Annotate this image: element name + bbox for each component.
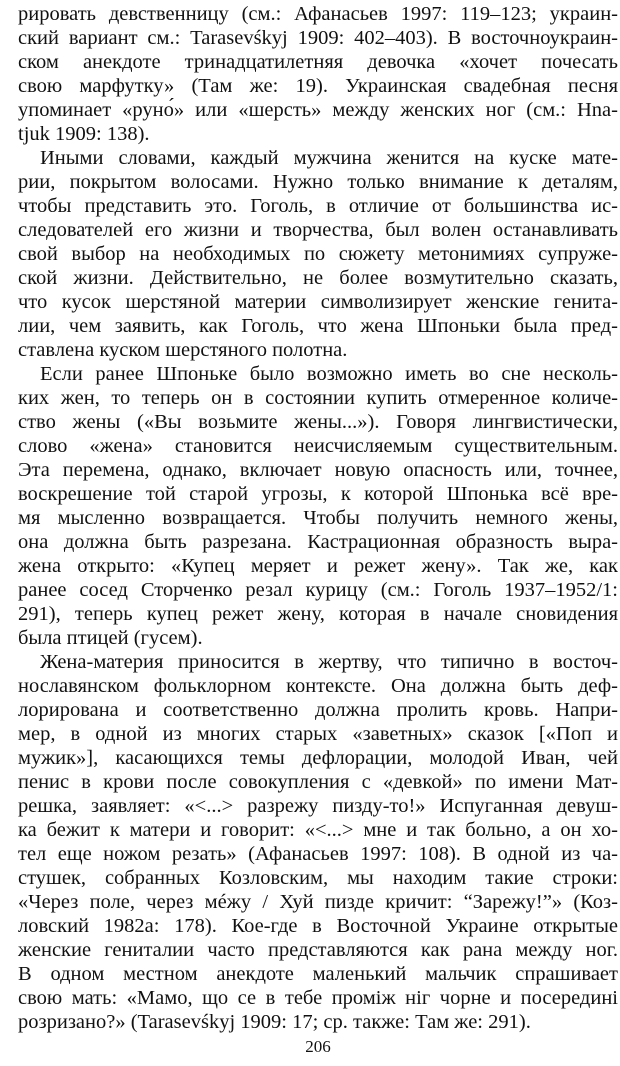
text-line: «Через поле, через мéжу / Хуй пизде кричит: “Зарежу!”» (Коз- [18,891,618,913]
text-line: ском анекдоте тринадцатилетняя девочка «хочет почесать [18,51,618,73]
text-line: мер, в одной из многих старых «заветных» сказок [«Поп и [18,723,618,745]
text-line: ский вариант см.: Tarasevśkyj 1909: 402–403). В восточноукраин- [18,27,618,49]
paragraph-start-line: Если ранее Шпоньке было возможно иметь во сне несколь- [40,363,618,385]
text-line: розризано?» (Tarasevśkyj 1909: 17; ср. также: Там же: 291). [18,1011,531,1033]
book-page [18,0,618,1066]
text-line: чтобы представить это. Гоголь, в отличие от большинства ис- [18,195,618,217]
text-line: жена открыто: «Купец меряет и режет жену». Так же, как [18,555,618,577]
text-line: свою марфутку» (Там же: 19). Украинская свадебная песня [18,75,618,97]
text-line: упоминает «руно́» или «шерсть» между женских ног (см.: Hna- [18,99,618,121]
text-line: ской жизни. Действительно, не более возмутительно сказать, [18,267,618,289]
paragraph-start-line: Жена-материя приносится в жертву, что типично в восточ- [40,651,618,673]
text-line: ставлена куском шерстяного полотна. [18,339,348,361]
text-line: следователей его жизни и творчества, был волен останавливать [18,219,618,241]
text-line: слово «жена» становится неисчисляемым существительным. [18,435,618,457]
text-line: воскрешение той старой угрозы, к которой Шпонька всё вре- [18,483,618,505]
text-line: свой выбор на необходимых по сюжету метонимиях супруже- [18,243,618,265]
text-line: пенис в крови после совокупления с «девкой» по имени Мат- [18,771,618,793]
page-number: 206 [305,1037,331,1056]
text-line: ловский 1982а: 178). Кое-где в Восточной Украине открытые [18,915,618,937]
text-line: ких жен, то теперь он в состоянии купить отмеренное количе- [18,387,618,409]
text-line: мя мысленно возвращается. Чтобы получить немного жены, [18,507,618,529]
text-line: тел еще ножом резать» (Афанасьев 1997: 108). В одной из ча- [18,843,618,865]
text-line: она должна быть разрезана. Кастрационная образность выра- [18,531,618,553]
text-line: была птицей (гусем). [18,627,203,649]
text-line: нославянском фольклорном контексте. Она должна быть деф- [18,675,618,697]
text-line: tjuk 1909: 138). [18,123,150,145]
text-line: женские гениталии часто представляются как рана между ног. [18,939,618,961]
text-line: 291), теперь купец режет жену, которая в начале сновидения [18,603,618,625]
text-line: лии, чем заявить, как Гоголь, что жена Шпоньки была пред- [18,315,618,337]
text-line: что кусок шерстяной материи символизирует женские генита- [18,291,618,313]
text-line: ранее сосед Сторченко резал курицу (см.: Гоголь 1937–1952/1: [18,579,618,601]
text-line: рировать девственницу (см.: Афанасьев 1997: 119–123; украин- [18,3,618,25]
text-line: стушек, собранных Козловским, мы находим такие строки: [18,867,618,889]
text-line: решка, заявляет: «<...> разрежу пизду-то!» Испуганная девуш- [18,795,618,817]
text-line: Эта перемена, однако, включает новую опасность или, точнее, [18,459,618,481]
text-line: лорирована и соответственно должна пролить кровь. Напри- [18,699,618,721]
text-line: мужик»], касающихся темы дефлорации, молодой Иван, чей [18,747,618,769]
text-line: свою мать: «Мамо, що се в тебе проміж ніг чорне и посередині [18,987,618,1009]
text-line: В одном местном анекдоте маленький мальчик спрашивает [18,963,618,985]
text-line: рии, покрытом волосами. Нужно только внимание к деталям, [18,171,618,193]
paragraph-start-line: Иными словами, каждый мужчина женится на куске мате- [40,147,618,169]
text-line: ство жены («Вы возьмите жены...»). Говоря лингвистически, [18,411,618,433]
text-line: ка бежит к матери и говорит: «<...> мне и так больно, а он хо- [18,819,618,841]
